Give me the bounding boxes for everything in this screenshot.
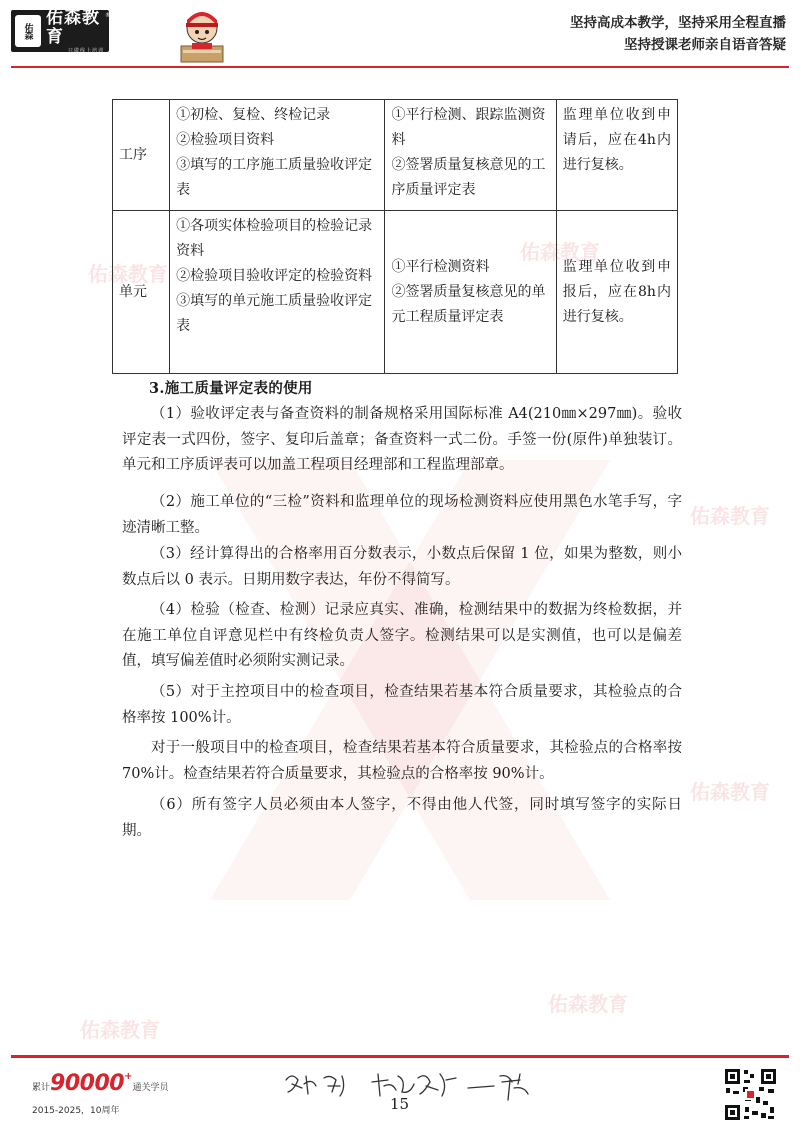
paragraph: （5）对于主控项目中的检查项目，检查结果若基本符合质量要求，其检验点的合格率按 100%计。 — [122, 684, 682, 726]
table-row — [113, 100, 678, 211]
graduate-stat — [32, 1071, 168, 1096]
cell-line: ③填写的单元施工质量验收评定表 — [176, 293, 373, 334]
review-deadline-cell: 监理单位收到申报后，应在8h内进行复核。 — [556, 211, 677, 374]
header-divider — [11, 66, 789, 68]
page-header — [0, 0, 800, 68]
cell-line: ①平行检测资料 — [391, 258, 490, 275]
watermark-text: 佑森教育 — [548, 992, 628, 1016]
watermark-text: 佑森教育 — [520, 240, 600, 264]
logo-seal-icon: 佑森 — [15, 15, 41, 47]
row-name: 工序 — [113, 100, 170, 211]
page-number: 15 — [390, 1095, 410, 1113]
mascot-icon — [177, 6, 227, 64]
watermark-text: 佑森教育 — [88, 262, 168, 286]
row-name: 单元 — [113, 211, 170, 374]
review-deadline-cell: 监理单位收到申请后，应在4h内进行复核。 — [556, 100, 677, 211]
footer-divider — [11, 1055, 789, 1058]
stat-plus: + — [124, 1071, 133, 1082]
cell-line: ②签署质量复核意见的单元工程质量评定表 — [391, 283, 546, 325]
logo-name: 佑森教育 — [46, 7, 100, 47]
cell-line: ②检验项目资料 — [176, 132, 275, 148]
submitted-materials-cell — [170, 211, 385, 374]
inspection-table — [112, 99, 678, 374]
slogan-line-2: 坚持授课老师亲自语音答疑 — [624, 37, 786, 53]
slogan-line-1: 坚持高成本教学，坚持采用全程直播 — [570, 15, 786, 31]
logo-tagline: 只做线上培训 — [68, 47, 105, 54]
registered-mark: ® — [105, 12, 111, 19]
watermark-text: 佑森教育 — [80, 1018, 160, 1042]
table-row — [113, 211, 678, 374]
handwritten-signature — [280, 1066, 540, 1106]
stat-number: 90000 — [50, 1071, 125, 1096]
watermark-text: 佑森教育 — [690, 504, 770, 528]
watermark-text: 佑森教育 — [690, 780, 770, 804]
header-slogans — [570, 12, 786, 56]
paragraph: （2）施工单位的“三检”资料和监理单位的现场检测资料应使用黑色水笔手写，字迹清晰工整。 — [122, 494, 682, 536]
cell-line: ③填写的工序施工质量验收评定表 — [176, 157, 373, 198]
anniversary-years: 2015-2025，10周年 — [32, 1106, 120, 1116]
cell-line: ①各项实体检验项目的检验记录资料 — [176, 218, 373, 259]
supervision-materials-cell — [385, 211, 556, 374]
cell-line: ①初检、复检、终检记录 — [176, 107, 331, 123]
cell-line: ①平行检测、跟踪监测资料 — [391, 107, 546, 148]
paragraph: 对于一般项目中的检查项目，检查结果若基本符合质量要求，其检验点的合格率按 70%计。检查结果若符合质量要求，其检验点的合格率按 90%计。 — [122, 740, 682, 782]
paragraph: （6）所有签字人员必须由本人签字，不得由他人代签，同时填写签字的实际日期。 — [122, 797, 682, 839]
paragraph: （4）检验（检查、检测）记录应真实、准确，检测结果中的数据为终检数据，并在施工单位自评意见栏中有终检负责人签字。检测结果可以是实测值，也可以是偏差值，填写偏差值时必须附实测记录。 — [122, 602, 682, 669]
cell-line: ②签署质量复核意见的工序质量评定表 — [391, 157, 546, 198]
brand-logo — [11, 7, 111, 54]
qr-code-icon — [723, 1067, 778, 1122]
supervision-materials-cell — [385, 100, 556, 211]
paragraph: （3）经计算得出的合格率用百分数表示，小数点后保留 1 位，如果为整数，则小数点后以 0 表示。日期用数字表达，年份不得简写。 — [122, 546, 682, 588]
paragraph: （1）验收评定表与备查资料的制备规格采用国际标准 A4(210㎜×297㎜)。验收评定表一式四份，签字、复印后盖章；备查资料一式二份。手签一份(原件)单独装订。单元和工序质评表可以加盖工程项目经理部和工程监理部章。 — [122, 406, 682, 473]
stat-suffix: 通关学员 — [132, 1083, 169, 1093]
section-title: 3.施工质量评定表的使用 — [149, 380, 313, 397]
submitted-materials-cell — [170, 100, 385, 211]
stat-prefix: 累计 — [32, 1083, 51, 1093]
cell-line: ②检验项目验收评定的检验资料 — [176, 268, 373, 284]
